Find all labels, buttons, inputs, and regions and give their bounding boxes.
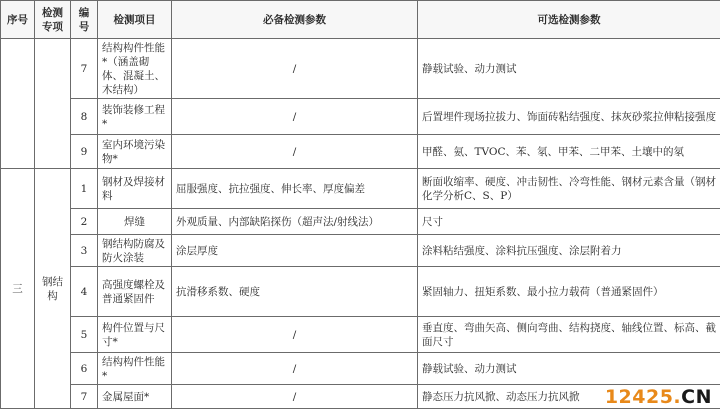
required-cell: / <box>172 135 418 169</box>
item-cell: 构件位置与尺寸* <box>98 317 172 353</box>
header-code: 编号 <box>71 1 98 39</box>
item-cell: 结构构件性能*（涵盖砌体、混凝土、木结构） <box>98 39 172 99</box>
code-cell: 4 <box>71 267 98 317</box>
code-cell: 2 <box>71 209 98 235</box>
table-row <box>1 317 720 353</box>
watermark-suffix: CN <box>681 386 712 408</box>
optional-cell: 断面收缩率、硬度、冲击韧性、冷弯性能、钢材元素含量（钢材化学分析C、S、P） <box>418 169 720 209</box>
section-category-cell: 钢结构 <box>35 169 71 409</box>
required-cell: / <box>172 99 418 135</box>
code-cell: 5 <box>71 317 98 353</box>
table-row <box>1 209 720 235</box>
optional-cell: 静态压力抗风掀、动态压力抗风掀 <box>418 385 720 409</box>
required-cell: / <box>172 385 418 409</box>
table-row <box>1 169 720 209</box>
required-cell: 外观质量、内部缺陷探伤（超声法/射线法） <box>172 209 418 235</box>
item-cell: 室内环境污染物* <box>98 135 172 169</box>
header-category: 检测专项 <box>35 1 71 39</box>
watermark-number: 12425 <box>604 386 674 408</box>
code-cell: 6 <box>71 353 98 385</box>
required-cell: / <box>172 353 418 385</box>
section-seq-cell: 三 <box>1 169 35 409</box>
category-cell-empty <box>35 39 71 169</box>
optional-cell: 甲醛、氨、TVOC、苯、氡、甲苯、二甲苯、土壤中的氡 <box>418 135 720 169</box>
required-cell: / <box>172 39 418 99</box>
required-cell: 涂层厚度 <box>172 235 418 267</box>
optional-cell: 尺寸 <box>418 209 720 235</box>
header-required: 必备检测参数 <box>172 1 418 39</box>
table-row <box>1 135 720 169</box>
table-row <box>1 39 720 99</box>
header-optional: 可选检测参数 <box>418 1 720 39</box>
item-cell: 金属屋面* <box>98 385 172 409</box>
header-seq: 序号 <box>1 1 35 39</box>
code-cell: 1 <box>71 169 98 209</box>
optional-cell: 垂直度、弯曲矢高、侧向弯曲、结构挠度、轴线位置、标高、截面尺寸 <box>418 317 720 353</box>
optional-cell: 后置埋件现场拉拔力、饰面砖粘结强度、抹灰砂浆拉伸粘接强度 <box>418 99 720 135</box>
optional-cell: 静载试验、动力测试 <box>418 353 720 385</box>
optional-cell: 涂料粘结强度、涂料抗压强度、涂层附着力 <box>418 235 720 267</box>
table-row <box>1 235 720 267</box>
site-watermark <box>605 386 712 408</box>
item-cell: 钢材及焊接材料 <box>98 169 172 209</box>
code-cell: 8 <box>71 99 98 135</box>
required-cell: 抗滑移系数、硬度 <box>172 267 418 317</box>
optional-cell: 紧固轴力、扭矩系数、最小拉力载荷（普通紧固件） <box>418 267 720 317</box>
required-cell: 屈服强度、抗拉强度、伸长率、厚度偏差 <box>172 169 418 209</box>
code-cell: 7 <box>71 39 98 99</box>
item-cell: 焊缝 <box>98 209 172 235</box>
item-cell: 结构构件性能* <box>98 353 172 385</box>
header-item: 检测项目 <box>98 1 172 39</box>
table-row <box>1 267 720 317</box>
seq-cell-empty <box>1 39 35 169</box>
code-cell: 3 <box>71 235 98 267</box>
item-cell: 钢结构防腐及防火涂装 <box>98 235 172 267</box>
watermark-dot: . <box>673 386 682 408</box>
item-cell: 装饰装修工程* <box>98 99 172 135</box>
table-row <box>1 353 720 385</box>
required-cell: / <box>172 317 418 353</box>
table-header-row <box>1 1 720 39</box>
optional-cell: 静载试验、动力测试 <box>418 39 720 99</box>
code-cell: 9 <box>71 135 98 169</box>
table-row <box>1 99 720 135</box>
code-cell: 7 <box>71 385 98 409</box>
item-cell: 高强度螺栓及普通紧固件 <box>98 267 172 317</box>
